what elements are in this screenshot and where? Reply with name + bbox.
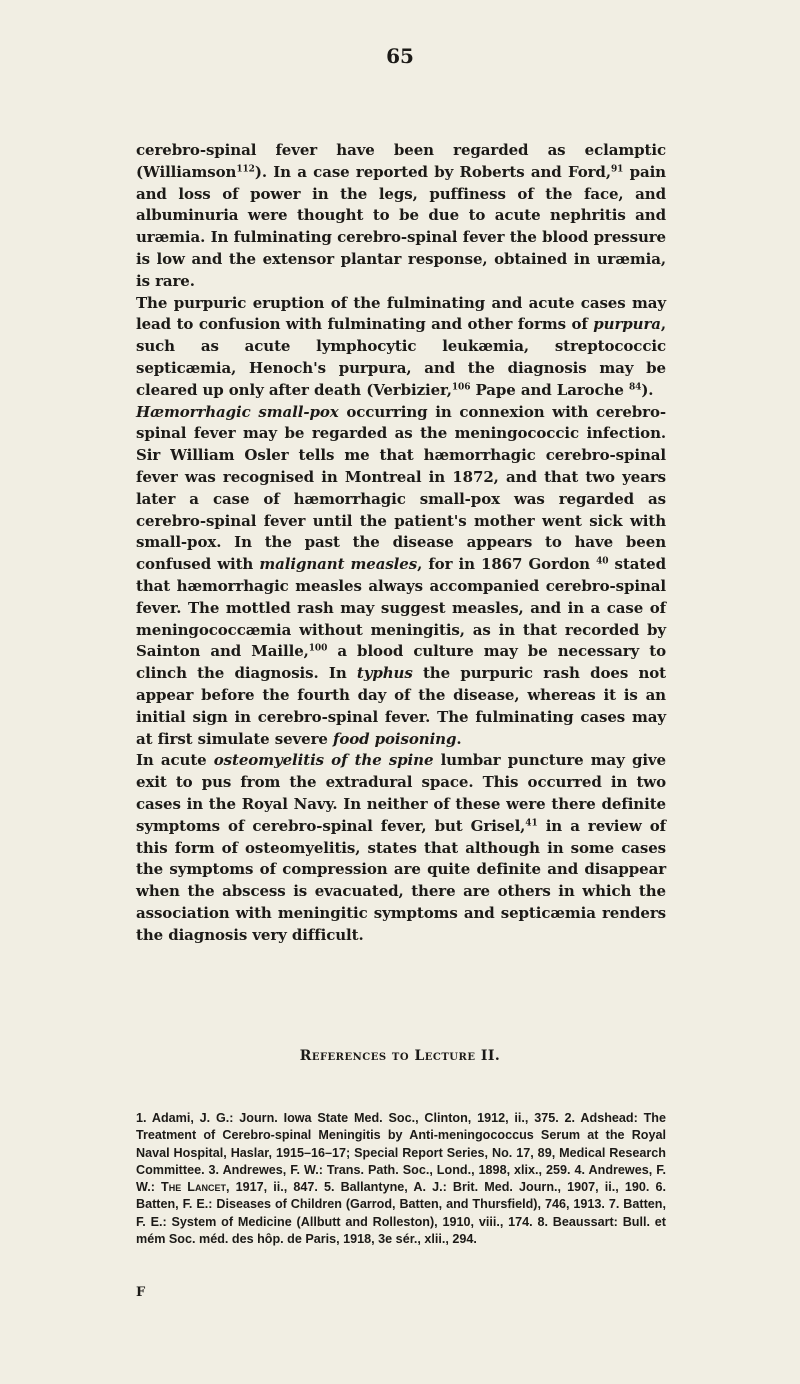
text-span: ). xyxy=(641,380,654,399)
citation-superscript: 100 xyxy=(308,643,328,654)
reference-text: 1. Adami, J. G.: Journ. Iowa State Med. Soc., Clinton, 1912, ii., 375. 2. Adshead: The Treatment of Cerebro-spinal Meningitis by Anti-meningococcus Serum at the Royal Naval Hospital, Haslar, 1915–16–17; Special Report Series, No. 17, 89, Medical Research Committee. 3. Andrewes, F. W.: Trans. Path. Soc., Lond., 1898, xlix., 259. 4. Andrewes, F. W.: xyxy=(136,1111,666,1195)
text-span: lumbar puncture may give exit to pus from the extradural space. This occurred in two cases in the Royal Navy. In neither of these were there definite symptoms of cerebro-spinal fever, but Grisel, xyxy=(136,751,666,835)
text-span: stated that hæmorrhagic measles always accompanied cerebro-spinal fever. The mottled rash may suggest measles, and in a case of meningococcæmia without meningitis, as in that recorded by Sainton and Maille, xyxy=(136,555,667,661)
text-span: in a review of this form of osteomyelitis, states that although in some cases the symptoms of compression are quite definite and disappear when the abscess is evacuated, there are others in which the association with meningitic symptoms and septicæmia renders the diagnosis very difficult. xyxy=(136,816,666,944)
page-number: 65 xyxy=(386,44,414,68)
body-text xyxy=(136,140,666,946)
text-span: . xyxy=(456,729,462,748)
paragraph-1 xyxy=(136,140,666,293)
text-span: the purpuric rash does not appear before the fourth day of the disease, whereas it is an initial sign in cerebro-spinal fever. The fulminating cases may at first simulate severe xyxy=(136,664,666,748)
text-span: , for in 1867 Gordon xyxy=(417,555,597,574)
text-span: occurring in connexion with cerebro-spinal fever may be regarded as the meningococcic infection. Sir William Osler tells me that hæmorrhagic cerebro-spinal fever was recognised in Montreal in 1872, and that two years later a case of hæmorrhagic small-pox was regarded as cerebro-spinal fever until the patient's mother went sick with small-pox. In the past the disease appears to have been confused with xyxy=(136,402,666,574)
italic-term: osteomyelitis of the spine xyxy=(213,751,434,770)
text-span: pain and loss of power in the legs, puffiness of the face, and albuminuria were thought to be due to acute nephritis and uræmia. In fulminating cerebro-spinal fever the blood pressure is low and the extensor plantar response, obtained in uræmia, is rare. xyxy=(136,162,666,290)
text-span: ). In a case reported by Roberts and Ford, xyxy=(254,162,611,181)
text-span: In acute xyxy=(136,751,214,770)
text-span: a blood culture may be necessary to clinch the diagnosis. In xyxy=(136,642,666,683)
text-span: The purpuric eruption of the fulminating and acute cases may lead to confusion with fulminating and other forms of xyxy=(136,293,666,334)
italic-term: malignant measles xyxy=(259,555,418,574)
text-span: cerebro-spinal fever have been regarded as eclamptic (Williamson xyxy=(136,141,666,181)
citation-superscript: 91 xyxy=(610,164,624,175)
paragraph-3 xyxy=(136,402,666,751)
references-heading: References to Lecture II. xyxy=(299,1048,501,1064)
references-list xyxy=(136,1110,666,1248)
citation-superscript: 41 xyxy=(525,818,538,829)
citation-superscript: 40 xyxy=(596,556,609,567)
italic-term: Hæmorrhagic small-pox xyxy=(136,402,339,421)
text-span: , such as acute lymphocytic leukæmia, streptococcic septicæmia, Henoch's purpura, and the diagnosis may be cleared up only after death (Verbizier, xyxy=(136,315,666,399)
italic-term: purpura xyxy=(593,315,661,334)
citation-superscript: 106 xyxy=(451,382,471,393)
reference-text: , 1917, ii., 847. 5. Ballantyne, A. J.: Brit. Med. Journ., 1907, ii., 190. 6. Batten, F. E.: Diseases of Children (Garrod, Batten, and Thursfield), 746, 1913. 7. Batten, F. E.: System of Medicine (Allbutt and Rolleston), 1910, viii., 174. 8. Beaussart: Bull. et mém Soc. méd. des hôp. de Paris, 1918, 3e sér., xlii., 294. xyxy=(136,1180,666,1247)
journal-name: The Lancet xyxy=(161,1180,226,1195)
paragraph-2 xyxy=(136,293,666,402)
text-span: Pape and Laroche xyxy=(470,380,629,399)
italic-term: food poisoning xyxy=(332,729,457,748)
citation-superscript: 84 xyxy=(628,382,642,393)
citation-superscript: 112 xyxy=(236,164,255,175)
paragraph-4 xyxy=(136,750,666,946)
italic-term: typhus xyxy=(356,664,413,683)
signature-mark: F xyxy=(136,1285,146,1300)
